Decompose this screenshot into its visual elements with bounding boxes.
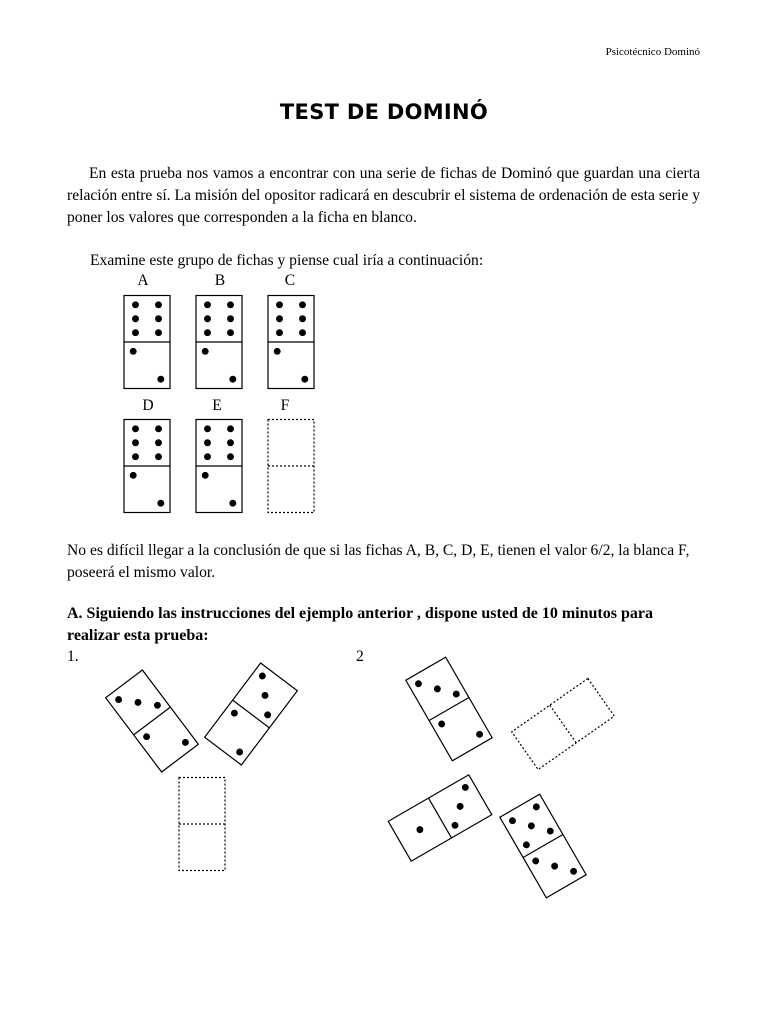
domino-pip xyxy=(130,472,137,479)
domino-pip xyxy=(230,708,240,718)
domino-pip xyxy=(227,329,234,336)
domino-pip xyxy=(153,700,163,710)
domino-pip xyxy=(130,348,137,355)
domino-pip xyxy=(155,329,162,336)
domino-pip xyxy=(204,315,211,322)
domino-pip xyxy=(527,821,536,830)
q2-tile-1 xyxy=(406,657,492,761)
domino-pip xyxy=(415,825,424,834)
example-tile-e xyxy=(196,420,242,513)
domino-pip xyxy=(299,315,306,322)
tile-label-e: E xyxy=(212,397,222,414)
domino-pip xyxy=(142,732,152,742)
tile-divider xyxy=(233,700,270,728)
domino-pip xyxy=(229,376,236,383)
domino-pip xyxy=(274,348,281,355)
tile-label-b: B xyxy=(214,272,226,289)
tile-outline xyxy=(179,778,225,871)
domino-pip xyxy=(155,315,162,322)
domino-pip xyxy=(452,689,461,698)
domino-pip xyxy=(475,730,484,739)
domino-pip xyxy=(132,453,139,460)
domino-pip xyxy=(132,301,139,308)
domino-pip xyxy=(132,425,139,432)
domino-pip xyxy=(546,826,555,835)
domino-pip xyxy=(202,472,209,479)
domino-pip xyxy=(157,376,164,383)
domino-pip xyxy=(133,698,143,708)
domino-pip xyxy=(569,867,578,876)
domino-pip xyxy=(114,695,124,705)
domino-pip xyxy=(157,500,164,507)
tile-divider xyxy=(134,707,171,735)
domino-pip xyxy=(299,301,306,308)
conclusion-paragraph: No es difícil llegar a la conclusión de que si las fichas A, B, C, D, E, tienen el valor 6/2, la blanca F, poseerá el mismo valor. xyxy=(67,542,690,581)
tile-label-c: C xyxy=(284,272,296,289)
domino-pip xyxy=(450,821,459,830)
domino-pip xyxy=(227,315,234,322)
domino-pip xyxy=(258,671,268,681)
domino-pip xyxy=(227,453,234,460)
example-tile-b xyxy=(196,296,242,389)
domino-pip xyxy=(155,425,162,432)
domino-pip xyxy=(227,439,234,446)
domino-pip xyxy=(276,315,283,322)
domino-pip xyxy=(204,425,211,432)
domino-pip xyxy=(276,301,283,308)
domino-pip xyxy=(508,816,517,825)
domino-pip xyxy=(414,679,423,688)
running-header: Psicotécnico Dominó xyxy=(605,46,700,58)
tile-divider xyxy=(550,705,576,743)
example-tile-f xyxy=(268,420,314,513)
domino-pip xyxy=(227,425,234,432)
q2-tile-blank xyxy=(512,678,615,769)
tile-label-a: A xyxy=(137,272,149,289)
section-a-instructions: A. Siguiendo las instrucciones del ejemplo anterior , dispone usted de 10 minutos para realizar esta prueba: xyxy=(67,605,653,644)
tile-label-d: D xyxy=(142,397,154,414)
domino-pip xyxy=(155,439,162,446)
domino-pip xyxy=(132,439,139,446)
q1-tile-2 xyxy=(205,663,298,765)
domino-pip xyxy=(260,691,270,701)
domino-pip xyxy=(227,301,234,308)
tile-outline xyxy=(268,420,314,513)
domino-pip xyxy=(299,329,306,336)
tile-label-f: F xyxy=(280,397,290,414)
q1-tile-blank xyxy=(179,778,225,871)
question-2-number: 2 xyxy=(356,648,364,665)
example-tile-d xyxy=(124,420,170,513)
domino-pip xyxy=(229,500,236,507)
intro-paragraph: En esta prueba nos vamos a encontrar con una serie de fichas de Dominó que guardan una cierta relación entre sí. La misión del opositor radicará en descubrir el sistema de ordenación de esta serie y poner los valores que corresponden a la ficha en blanco. xyxy=(67,165,700,226)
tile-divider xyxy=(429,798,452,838)
domino-pip xyxy=(155,453,162,460)
domino-pip xyxy=(461,783,470,792)
domino-pip xyxy=(263,710,273,720)
example-prompt: Examine este grupo de fichas y piense cual iría a continuación: xyxy=(90,252,484,269)
domino-pip xyxy=(132,315,139,322)
domino-pip xyxy=(181,738,191,748)
domino-pip xyxy=(235,747,245,757)
domino-pip xyxy=(532,802,541,811)
domino-pip xyxy=(531,856,540,865)
domino-pip xyxy=(301,376,308,383)
domino-pip xyxy=(204,329,211,336)
example-tile-a xyxy=(124,296,170,389)
domino-pip xyxy=(202,348,209,355)
domino-pip xyxy=(437,719,446,728)
domino-pip xyxy=(204,453,211,460)
domino-pip xyxy=(433,684,442,693)
tile-divider xyxy=(429,698,469,721)
domino-pip xyxy=(204,301,211,308)
example-tile-c xyxy=(268,296,314,389)
q2-tile-4 xyxy=(500,794,586,898)
domino-pip xyxy=(204,439,211,446)
q1-tile-1 xyxy=(106,670,199,772)
tile-outline xyxy=(512,678,615,769)
domino-pip xyxy=(550,861,559,870)
domino-pip xyxy=(522,840,531,849)
domino-pip xyxy=(155,301,162,308)
question-1-number: 1. xyxy=(67,648,79,665)
page-title: TEST DE DOMINÓ xyxy=(279,100,489,124)
domino-pip xyxy=(455,802,464,811)
domino-pip xyxy=(276,329,283,336)
domino-pip xyxy=(132,329,139,336)
q2-tile-3 xyxy=(388,775,492,861)
